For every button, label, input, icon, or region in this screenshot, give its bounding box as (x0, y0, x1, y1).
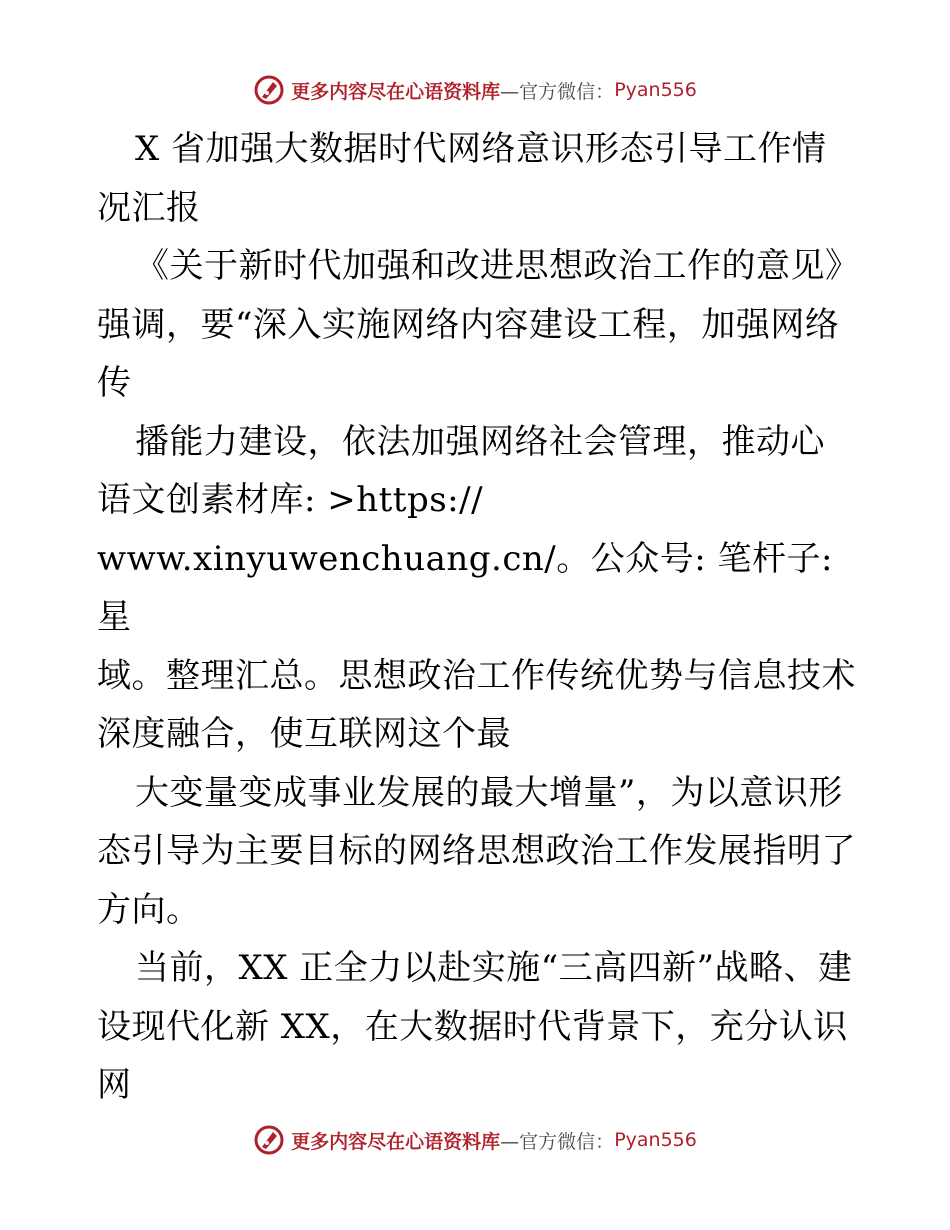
paragraph: 播能力建设，依法加强网络社会管理，推动心语文创素材库: >https:// (97, 421, 825, 520)
watermark-wechat-id: Pyan556 (614, 79, 697, 101)
watermark-lead-text: 更多内容尽在心语资料库 (291, 1130, 501, 1153)
paragraph: www.xinyuwenchuang.cn/。公众号: 笔杆子:星 (97, 538, 833, 637)
document-title: X 省加强大数据时代网络意识形态引导工作情况汇报 (97, 129, 827, 228)
paragraph: 当前，XX 正全力以赴实施“三高四新”战略、建设现代化新 XX，在大数据时代背景下，充分认识网 (97, 948, 853, 1105)
watermark-rest-text: —官方微信： (500, 80, 615, 103)
watermark-footer (0, 1120, 950, 1160)
pen-nib-logo-icon (253, 74, 285, 106)
document-body (97, 120, 857, 1115)
paragraph: 大变量变成事业发展的最大增量”，为以意识形态引导为主要目标的网络思想政治工作发展指明了方向。 (97, 772, 856, 930)
paragraph: 《关于新时代加强和改进思想政治工作的意见》强调，要“深入实施网络内容建设工程，加强网络传 (97, 246, 843, 403)
watermark-wechat-id: Pyan556 (614, 1129, 697, 1151)
watermark-header (0, 70, 950, 110)
watermark-lead-text: 更多内容尽在心语资料库 (291, 80, 501, 103)
pen-nib-logo-icon (253, 1124, 285, 1156)
watermark-rest-text: —官方微信： (500, 1130, 615, 1153)
paragraph: 域。整理汇总。思想政治工作传统优势与信息技术深度融合，使互联网这个最 (97, 655, 856, 754)
